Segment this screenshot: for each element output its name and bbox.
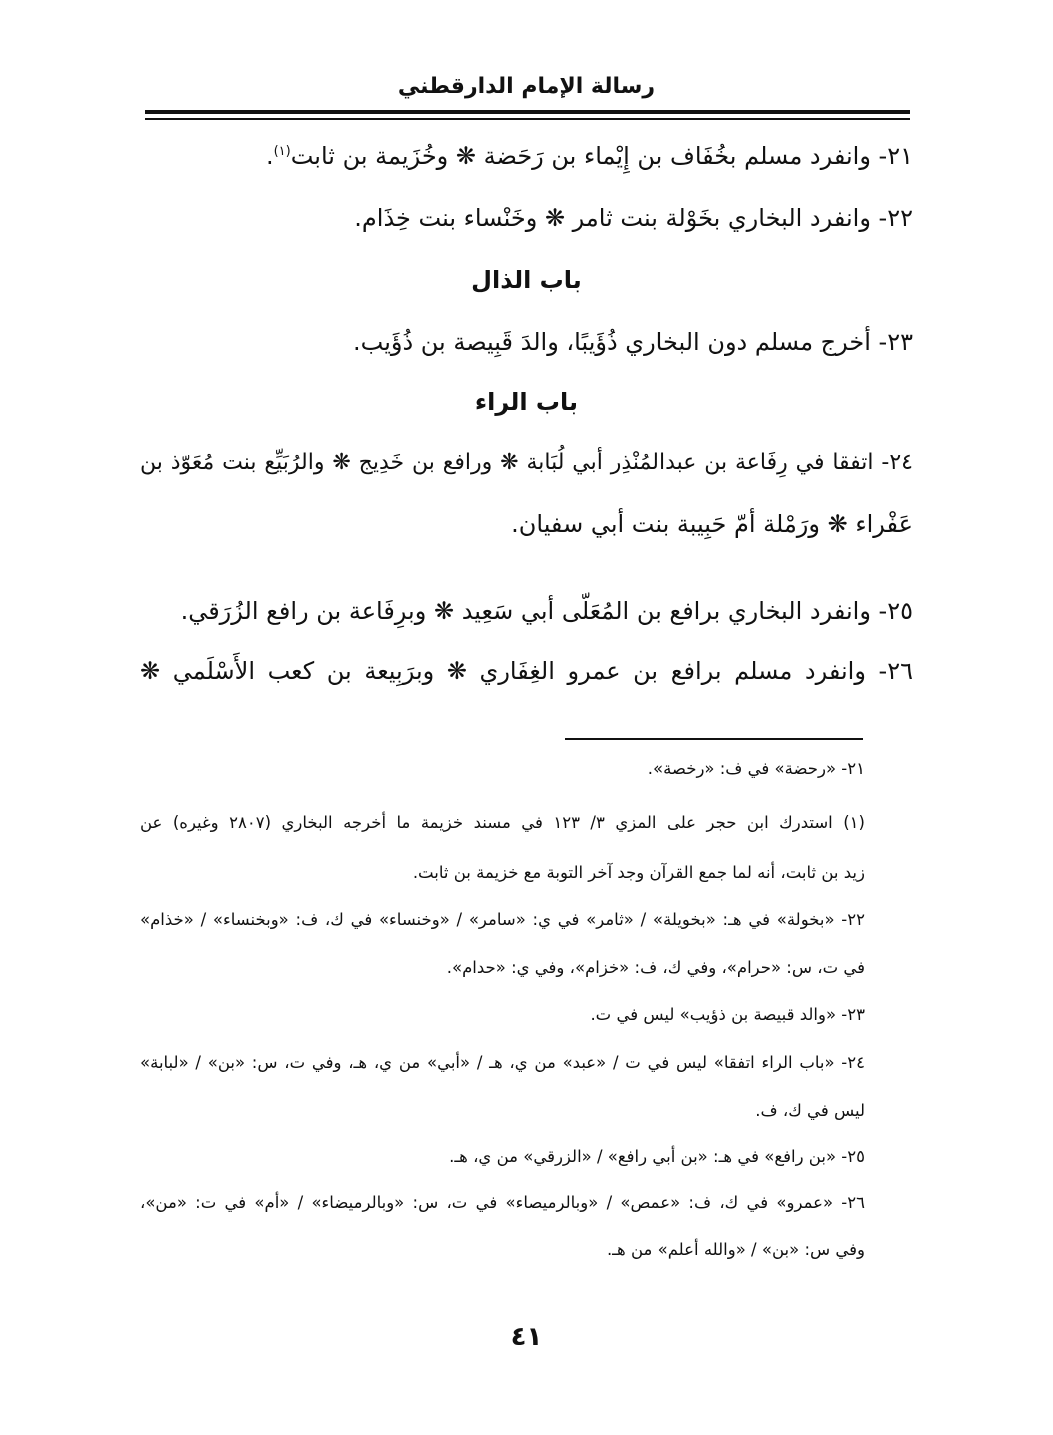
entry-24-line-2: عَفْراء ❋ ورَمْلة أمّ حَبِيبة بنت أبي سفيان. — [511, 510, 913, 538]
footnote-22-line-2: في ت، س: «حرام»، وفي ك، ف: «خزام»، وفي ي: «حدام». — [446, 958, 865, 977]
section-heading-ra: باب الراء — [474, 388, 579, 416]
footnote-separator — [565, 738, 863, 740]
footnote-21: ٢١- «رحضة» في ف: «رخصة». — [647, 759, 865, 778]
page-number: ٤١ — [510, 1322, 543, 1352]
footnote-25: ٢٥- «بن رافع» في هـ: «بن أبي رافع» / «الزرقي» من ي، هـ. — [449, 1147, 865, 1166]
entry-22: ٢٢- وانفرد البخاري بخَوْلة بنت ثامر ❋ وخَنْساء بنت خِذَام. — [354, 204, 913, 232]
section-heading-dhal: باب الذال — [471, 266, 582, 294]
footnote-26-line-2: وفي س: «بن» / «والله أعلم» من هـ. — [606, 1240, 865, 1259]
running-title: رسالة الإمام الدارقطني — [397, 74, 656, 99]
entry-21-text: ٢١- وانفرد مسلم بخُفَاف بن إِيْماء بن رَحَضة ❋ وخُزَيمة بن ثابت — [290, 142, 913, 170]
footnote-24-line-1: ٢٤- «باب الراء اتفقا» ليس في ت / «عبد» من ي، هـ / «أبي» من ي، هـ، وفي ت، س: «بن» / «لبابة» — [140, 1053, 865, 1072]
footnote-22-line-1: ٢٢- «بخولة» في هـ: «بخويلة» / «ثامر» في ي: «سامر» / «وخنساء» في ك، ف: «وبخنساء» / «خذام» — [140, 910, 865, 929]
footnote-1-line-2: زيد بن ثابت، أنه لما جمع القرآن وجد آخر التوبة مع خزيمة بن ثابت. — [412, 863, 865, 882]
footnote-26-line-1: ٢٦- «عمرو» في ك، ف: «عمص» / «وبالرميصاء» في ت، س: «وبالرميضاء» / «أم» في ت: «من»، — [140, 1193, 865, 1212]
entry-21-end: . — [265, 142, 274, 170]
header-rule-thin — [145, 118, 910, 120]
footnote-23: ٢٣- «والد قبيصة بن ذؤيب» ليس في ت. — [590, 1005, 865, 1024]
entry-24-line-1: ٢٤- اتفقا في رِفَاعة بن عبدالمُنْذِر أبي لُبَابة ❋ ورافع بن خَدِيج ❋ والرُبَيِّع بنت مُعَوّذ بن — [140, 450, 913, 475]
footnote-24-line-2: ليس في ك، ف. — [755, 1101, 865, 1120]
entry-21 — [140, 141, 913, 171]
header-rule-thick — [145, 110, 910, 114]
entry-25: ٢٥- وانفرد البخاري برافع بن المُعَلّى أبي سَعِيد ❋ وبرِفَاعة بن رافع الزُرَقي. — [180, 597, 913, 625]
entry-26: ٢٦- وانفرد مسلم برافع بن عمرو الغِفَاري ❋ وبرَبِيعة بن كعب الأَسْلَمي ❋ — [140, 657, 913, 685]
entry-23: ٢٣- أخرج مسلم دون البخاري ذُؤَيبًا، والدَ قَبِيصة بن ذُؤَيب. — [353, 328, 913, 356]
footnote-ref-1: (١) — [273, 144, 291, 159]
footnote-1-line-1: (١) استدرك ابن حجر على المزي ٣/ ١٢٣ في مسند خزيمة ما أخرجه البخاري (٢٨٠٧ وغيره) عن — [140, 813, 865, 832]
